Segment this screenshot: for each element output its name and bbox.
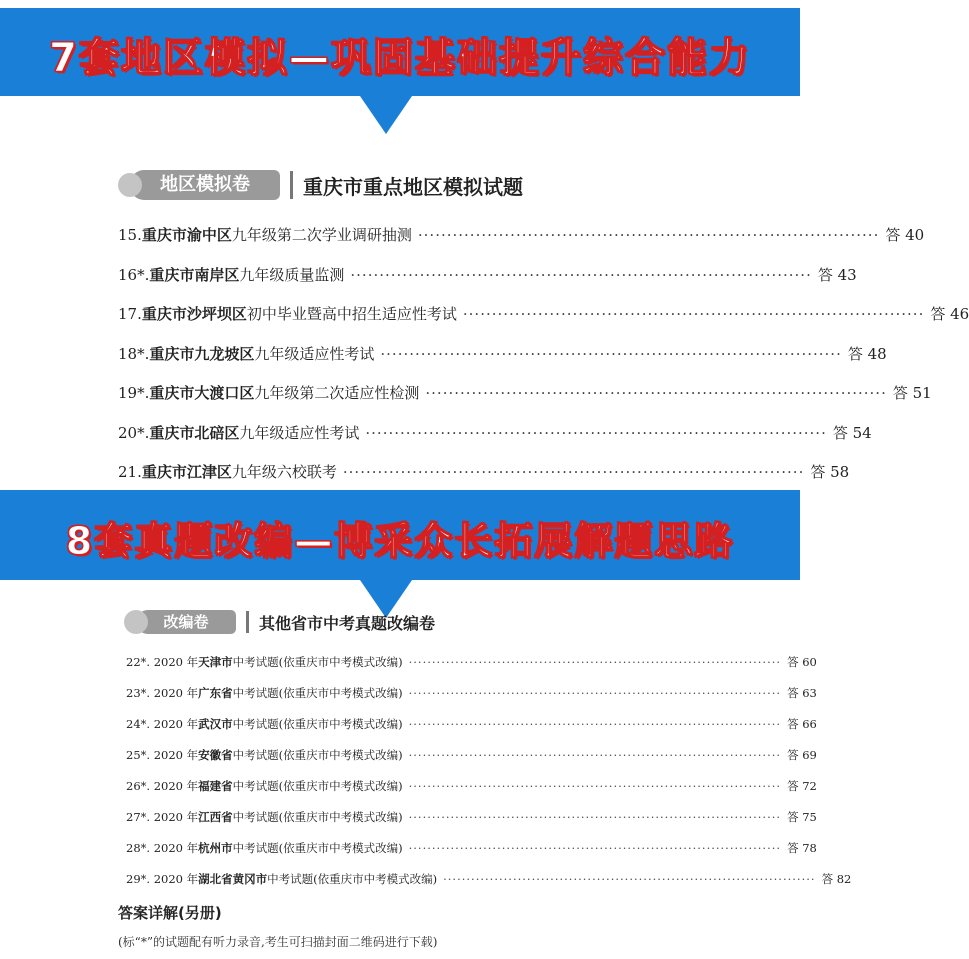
toc-row (126, 716, 817, 747)
toc-description: 中考试题(依重庆市中考模式改编) (232, 717, 403, 731)
top-banner-text: 7套地区模拟—巩固基础提升综合能力 (49, 35, 751, 81)
toc-number: 19*. (118, 384, 150, 402)
toc-leader-dots: ················································································ (408, 686, 782, 700)
toc-row (118, 343, 887, 383)
toc-leader-dots: ················································································ (408, 717, 782, 731)
toc-region: 重庆市沙坪坝区 (141, 305, 247, 323)
toc-leader-dots: ················································································ (408, 748, 782, 762)
toc-row (126, 685, 817, 716)
toc-description: 中考试题(依重庆市中考模式改编) (267, 872, 438, 886)
toc-number: 26*. 2020 年 (126, 779, 199, 793)
section-2-tag-text: 改编卷 (163, 613, 209, 631)
toc-row (126, 654, 817, 685)
toc-number: 21. (118, 463, 142, 481)
section-1-toc (118, 224, 969, 501)
toc-region: 福建省 (198, 779, 233, 793)
toc-number: 20*. (118, 423, 150, 442)
toc-row (118, 422, 872, 462)
toc-number: 25*. 2020 年 (126, 748, 199, 762)
toc-leader-dots: ················································································ (408, 655, 782, 669)
toc-row (118, 224, 925, 264)
top-banner-pointer (360, 96, 412, 134)
toc-row (118, 303, 969, 343)
section-1-tag-text: 地区模拟卷 (160, 174, 250, 195)
toc-page: 答 60 (787, 655, 817, 669)
toc-leader-dots: ················································································ (417, 226, 880, 244)
toc-number: 28*. 2020 年 (126, 841, 199, 855)
section-2-divider (246, 611, 249, 633)
toc-leader-dots: ················································································ (365, 423, 827, 442)
toc-page: 答 78 (787, 841, 817, 855)
toc-region: 重庆市大渡口区 (149, 384, 255, 402)
toc-description: 九年级适应性考试 (239, 423, 360, 442)
toc-page: 答 43 (817, 265, 857, 284)
toc-region: 安徽省 (198, 748, 233, 762)
toc-row (126, 747, 817, 778)
toc-region: 重庆市九龙坡区 (149, 344, 255, 363)
toc-number: 29*. 2020 年 (126, 872, 199, 886)
middle-banner (0, 490, 800, 580)
toc-region: 武汉市 (198, 717, 233, 731)
toc-page: 答 69 (787, 748, 817, 762)
toc-region: 重庆市南岸区 (149, 265, 240, 284)
toc-number: 23*. 2020 年 (126, 686, 199, 700)
toc-leader-dots: ················································································ (380, 344, 842, 363)
toc-page: 答 72 (787, 779, 817, 793)
section-2-tag (136, 610, 236, 634)
toc-description: 中考试题(依重庆市中考模式改编) (232, 748, 403, 762)
toc-page: 答 46 (930, 305, 969, 323)
toc-page: 答 66 (787, 717, 817, 731)
toc-number: 17. (118, 305, 142, 323)
toc-leader-dots: ················································································ (425, 384, 887, 402)
middle-banner-text: 8套真题改编—博采众长拓展解题思路 (65, 519, 735, 563)
toc-description: 九年级第二次学业调研抽测 (231, 226, 412, 244)
toc-leader-dots: ················································································ (408, 779, 782, 793)
toc-page: 答 54 (832, 423, 872, 442)
toc-leader-dots: ················································································ (408, 841, 782, 855)
toc-description: 九年级质量监测 (239, 265, 345, 284)
toc-region: 天津市 (198, 655, 233, 669)
toc-description: 中考试题(依重庆市中考模式改编) (232, 779, 403, 793)
answer-title: 答案详解(另册) (118, 904, 222, 922)
toc-page: 答 40 (885, 226, 925, 244)
toc-leader-dots: ················································································ (342, 463, 805, 481)
toc-page: 答 58 (810, 463, 850, 481)
toc-page: 答 51 (892, 384, 932, 402)
toc-leader-dots: ················································································ (443, 872, 816, 886)
toc-description: 初中毕业暨高中招生适应性考试 (246, 305, 457, 323)
footnote: (标“*”的试题配有听力录音,考生可扫描封面二维码进行下载) (118, 935, 438, 949)
toc-leader-dots: ················································································ (462, 305, 925, 323)
toc-row (126, 840, 817, 871)
toc-number: 16*. (118, 265, 150, 284)
toc-region: 重庆市江津区 (141, 463, 232, 481)
toc-description: 九年级六校联考 (231, 463, 337, 481)
toc-description: 九年级适应性考试 (254, 344, 375, 363)
toc-description: 中考试题(依重庆市中考模式改编) (232, 655, 403, 669)
toc-row (126, 809, 817, 840)
section-1-divider (290, 171, 293, 199)
section-1-title: 重庆市重点地区模拟试题 (303, 174, 523, 199)
toc-description: 中考试题(依重庆市中考模式改编) (232, 686, 403, 700)
toc-page: 答 63 (787, 686, 817, 700)
toc-region: 杭州市 (198, 841, 233, 855)
toc-region: 重庆市渝中区 (141, 226, 232, 244)
top-banner (0, 8, 800, 96)
toc-number: 18*. (118, 344, 150, 363)
toc-page: 答 75 (787, 810, 817, 824)
toc-row (126, 871, 852, 902)
toc-description: 中考试题(依重庆市中考模式改编) (232, 841, 403, 855)
toc-region: 湖北省黄冈市 (198, 872, 268, 886)
toc-number: 15. (118, 226, 142, 244)
toc-row (118, 264, 857, 304)
toc-region: 江西省 (198, 810, 233, 824)
toc-row (126, 778, 817, 809)
toc-page: 答 82 (821, 872, 852, 886)
section-2-toc (126, 654, 852, 902)
toc-number: 24*. 2020 年 (126, 717, 199, 731)
toc-row (118, 382, 932, 422)
section-2-header (136, 610, 435, 634)
toc-number: 27*. 2020 年 (126, 810, 199, 824)
section-2-title: 其他省市中考真题改编卷 (259, 613, 436, 633)
section-1-tag (130, 170, 280, 200)
section-1-header (130, 170, 523, 200)
toc-leader-dots: ················································································ (350, 265, 812, 284)
toc-description: 九年级第二次适应性检测 (254, 384, 420, 402)
toc-number: 22*. 2020 年 (126, 655, 199, 669)
toc-page: 答 48 (847, 344, 887, 363)
toc-leader-dots: ················································································ (408, 810, 782, 824)
toc-region: 重庆市北碚区 (149, 423, 240, 442)
toc-description: 中考试题(依重庆市中考模式改编) (232, 810, 403, 824)
toc-region: 广东省 (198, 686, 233, 700)
